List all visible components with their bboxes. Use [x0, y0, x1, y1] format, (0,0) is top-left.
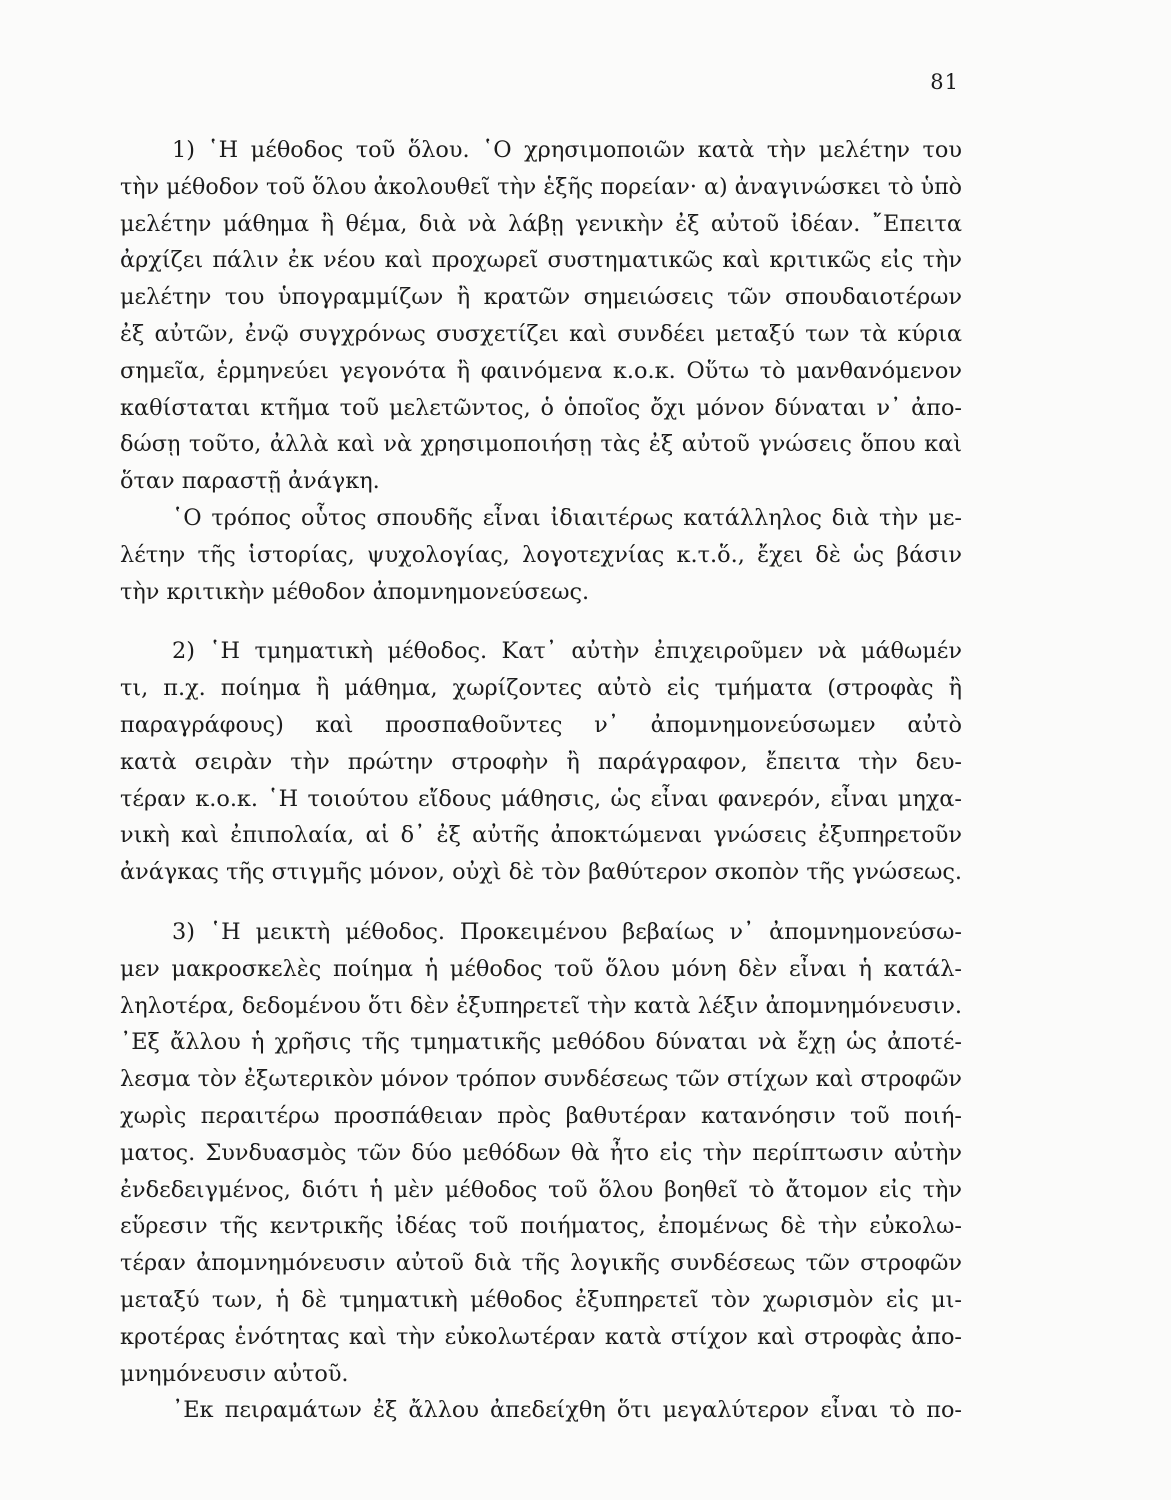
text-line: ἐνδεδειγμένος, διότι ἡ μὲν μέθοδος τοῦ ὅλου βοηθεῖ τὸ ἄτομον εἰς τὴν [120, 1176, 962, 1203]
text-line: ᾽Εκ πειραμάτων ἐξ ἄλλου ἀπεδείχθη ὅτι μεγαλύτερον εἶναι τὸ πο- [172, 1397, 962, 1424]
text-line: μνημόνευσιν αὐτοῦ. [120, 1360, 349, 1387]
text-line: μελέτην του ὑπογραμμίζων ἢ κρατῶν σημειώσεις τῶν σπουδαιοτέρων [120, 284, 962, 311]
text-line: μεν μακροσκελὲς ποίημα ἡ μέθοδος τοῦ ὅλου μόνη δὲν εἶναι ἡ κατάλ- [120, 955, 962, 982]
text-line: παραγράφους) καὶ προσπαθοῦντες ν᾽ ἀπομνημονεύσωμεν αὐτὸ [120, 711, 962, 738]
text-line: τι, π.χ. ποίημα ἢ μάθημα, χωρίζοντες αὐτὸ εἰς τμήματα (στροφὰς ἢ [120, 675, 962, 702]
text-line: ῾Ο τρόπος οὗτος σπουδῆς εἶναι ἰδιαιτέρως κατάλληλος διὰ τὴν με- [172, 504, 962, 531]
text-line: εὕρεσιν τῆς κεντρικῆς ἰδέας τοῦ ποιήματος, ἐπομένως δὲ τὴν εὐκολω- [120, 1213, 962, 1240]
text-line: ἐξ αὐτῶν, ἐνῷ συγχρόνως συσχετίζει καὶ συνδέει μεταξύ των τὰ κύρια [120, 320, 962, 347]
text-line: νικὴ καὶ ἐπιπολαία, αἱ δ᾽ ἐξ αὐτῆς ἀποκτώμεναι γνώσεις ἐξυπηρετοῦν [120, 822, 962, 849]
text-line: χωρὶς περαιτέρω προσπάθειαν πρὸς βαθυτέραν κατανόησιν τοῦ ποιή- [120, 1102, 962, 1129]
text-line: ληλοτέρα, δεδομένου ὅτι δὲν ἐξυπηρετεῖ τὴν κατὰ λέξιν ἀπομνημόνευσιν. [120, 992, 962, 1019]
page-number: 81 [930, 70, 959, 94]
body-text [120, 132, 962, 1429]
text-line: ἀρχίζει πάλιν ἐκ νέου καὶ προχωρεῖ συστηματικῶς καὶ κριτικῶς εἰς τὴν [120, 247, 962, 274]
paragraph-gap [120, 610, 962, 633]
text-line: ὅταν παραστῇ ἀνάγκη. [120, 468, 380, 495]
text-line: μεταξύ των, ἡ δὲ τμηματικὴ μέθοδος ἐξυπηρετεῖ τὸν χωρισμὸν εἰς μι- [120, 1286, 962, 1313]
text-line: δώσῃ τοῦτο, ἀλλὰ καὶ νὰ χρησιμοποιήσῃ τὰς ἐξ αὐτοῦ γνώσεις ὅπου καὶ [120, 431, 962, 458]
text-line: ἀνάγκας τῆς στιγμῆς μόνον, οὐχὶ δὲ τὸν βαθύτερον σκοπὸν τῆς γνώσεως. [120, 859, 962, 886]
text-line: σημεῖα, ἑρμηνεύει γεγονότα ἢ φαινόμενα κ.ο.κ. Οὕτω τὸ μανθανόμενον [120, 357, 962, 384]
text-line: μελέτην μάθημα ἢ θέμα, διὰ νὰ λάβῃ γενικὴν ἐξ αὐτοῦ ἰδέαν. ῎Επειτα [120, 210, 962, 237]
text-line: τὴν κριτικὴν μέθοδον ἀπομνημονεύσεως. [120, 578, 590, 605]
text-line: λέτην τῆς ἱστορίας, ψυχολογίας, λογοτεχνίας κ.τ.ὅ., ἔχει δὲ ὡς βάσιν [120, 541, 962, 568]
text-line: τέραν κ.ο.κ. ῾Η τοιούτου εἴδους μάθησις, ὡς εἶναι φανερόν, εἶναι μηχα- [120, 785, 962, 812]
text-line: καθίσταται κτῆμα τοῦ μελετῶντος, ὁ ὁποῖος ὄχι μόνον δύναται ν᾽ ἀπο- [120, 394, 962, 421]
text-line: λεσμα τὸν ἐξωτερικὸν μόνον τρόπον συνδέσεως τῶν στίχων καὶ στροφῶν [120, 1066, 962, 1093]
text-line: ᾽Εξ ἄλλου ἡ χρῆσις τῆς τμηματικῆς μεθόδου δύναται νὰ ἔχῃ ὡς ἀποτέ- [120, 1029, 962, 1056]
text-line: κροτέρας ἑνότητας καὶ τὴν εὐκολωτέραν κατὰ στίχον καὶ στροφὰς ἀπο- [120, 1323, 962, 1350]
text-line: τὴν μέθοδον τοῦ ὅλου ἀκολουθεῖ τὴν ἑξῆς πορείαν· α) ἀναγινώσκει τὸ ὑπὸ [120, 173, 963, 200]
text-line: κατὰ σειρὰν τὴν πρώτην στροφὴν ἢ παράγραφον, ἔπειτα τὴν δευ- [120, 748, 962, 775]
text-line: 3) ῾Η μεικτὴ μέθοδος. Προκειμένου βεβαίως ν᾽ ἀπομνημονεύσω- [172, 918, 962, 945]
paragraph-gap [120, 891, 962, 914]
text-line: 1) ῾Η μέθοδος τοῦ ὅλου. ῾Ο χρησιμοποιῶν κατὰ τὴν μελέτην του [172, 137, 962, 163]
text-line: ματος. Συνδυασμὸς τῶν δύο μεθόδων θὰ ἦτο εἰς τὴν περίπτωσιν αὐτὴν [120, 1139, 962, 1166]
text-line: τέραν ἀπομνημόνευσιν αὐτοῦ διὰ τῆς λογικῆς συνδέσεως τῶν στροφῶν [120, 1250, 962, 1277]
text-line: 2) ῾Η τμηματικὴ μέθοδος. Κατ᾽ αὐτὴν ἐπιχειροῦμεν νὰ μάθωμέν [172, 638, 962, 665]
